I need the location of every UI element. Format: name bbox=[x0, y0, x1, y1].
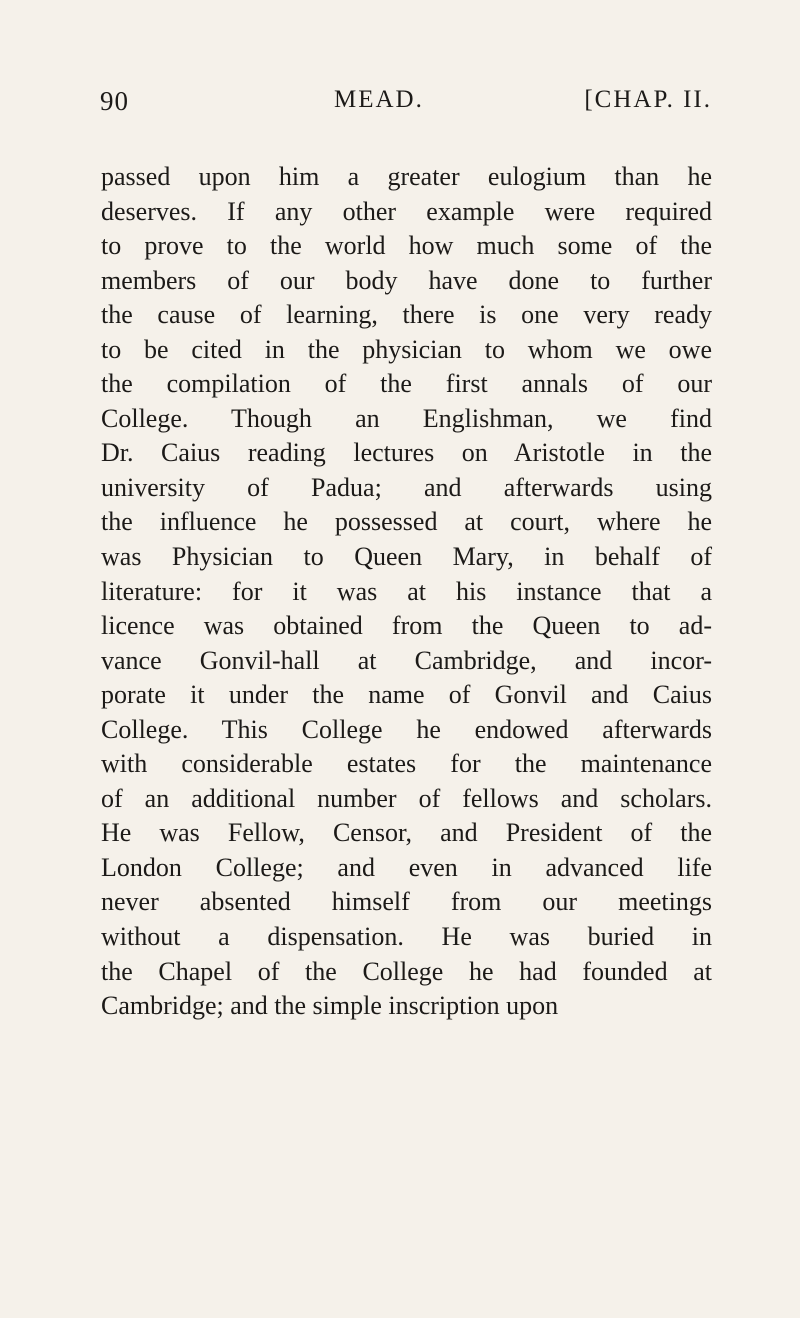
text-line: the influence he possessed at court, where he bbox=[101, 507, 712, 537]
chapter-label: [CHAP. II. bbox=[584, 86, 712, 113]
text-line: the compilation of the first annals of our bbox=[101, 369, 712, 399]
text-line: Dr. Caius reading lectures on Aristotle in the bbox=[101, 438, 712, 468]
text-line: literature: for it was at his instance that a bbox=[101, 576, 712, 606]
running-title: MEAD. bbox=[334, 86, 424, 113]
body-text bbox=[101, 160, 712, 1024]
text-line: without a dispensation. He was buried in bbox=[101, 922, 712, 952]
text-line: was Physician to Queen Mary, in behalf of bbox=[101, 542, 712, 572]
text-line: vance Gonvil-hall at Cambridge, and incor- bbox=[101, 645, 712, 675]
text-line: London College; and even in advanced life bbox=[101, 852, 712, 882]
text-line: licence was obtained from the Queen to ad- bbox=[101, 611, 712, 641]
text-line: College. This College he endowed afterwards bbox=[101, 714, 712, 744]
text-line: deserves. If any other example were required bbox=[101, 196, 712, 226]
running-head bbox=[100, 86, 712, 126]
text-line: porate it under the name of Gonvil and Caius bbox=[101, 680, 712, 710]
text-line: university of Padua; and afterwards using bbox=[101, 472, 712, 502]
text-line: He was Fellow, Censor, and President of the bbox=[101, 818, 712, 848]
text-line: with considerable estates for the maintenance bbox=[101, 749, 712, 779]
text-line: the Chapel of the College he had founded at bbox=[101, 956, 712, 986]
text-line: passed upon him a greater eulogium than he bbox=[101, 162, 712, 191]
text-line: to be cited in the physician to whom we owe bbox=[101, 334, 712, 364]
text-line: of an additional number of fellows and scholars. bbox=[101, 783, 712, 813]
text-line: never absented himself from our meetings bbox=[101, 887, 712, 917]
text-line: members of our body have done to further bbox=[101, 265, 712, 295]
text-line: College. Though an Englishman, we find bbox=[101, 403, 712, 433]
text-line: to prove to the world how much some of the bbox=[101, 231, 712, 261]
page-number: 90 bbox=[100, 86, 129, 116]
text-line: the cause of learning, there is one very ready bbox=[101, 300, 712, 330]
text-line: Cambridge; and the simple inscription upon bbox=[101, 991, 559, 1021]
